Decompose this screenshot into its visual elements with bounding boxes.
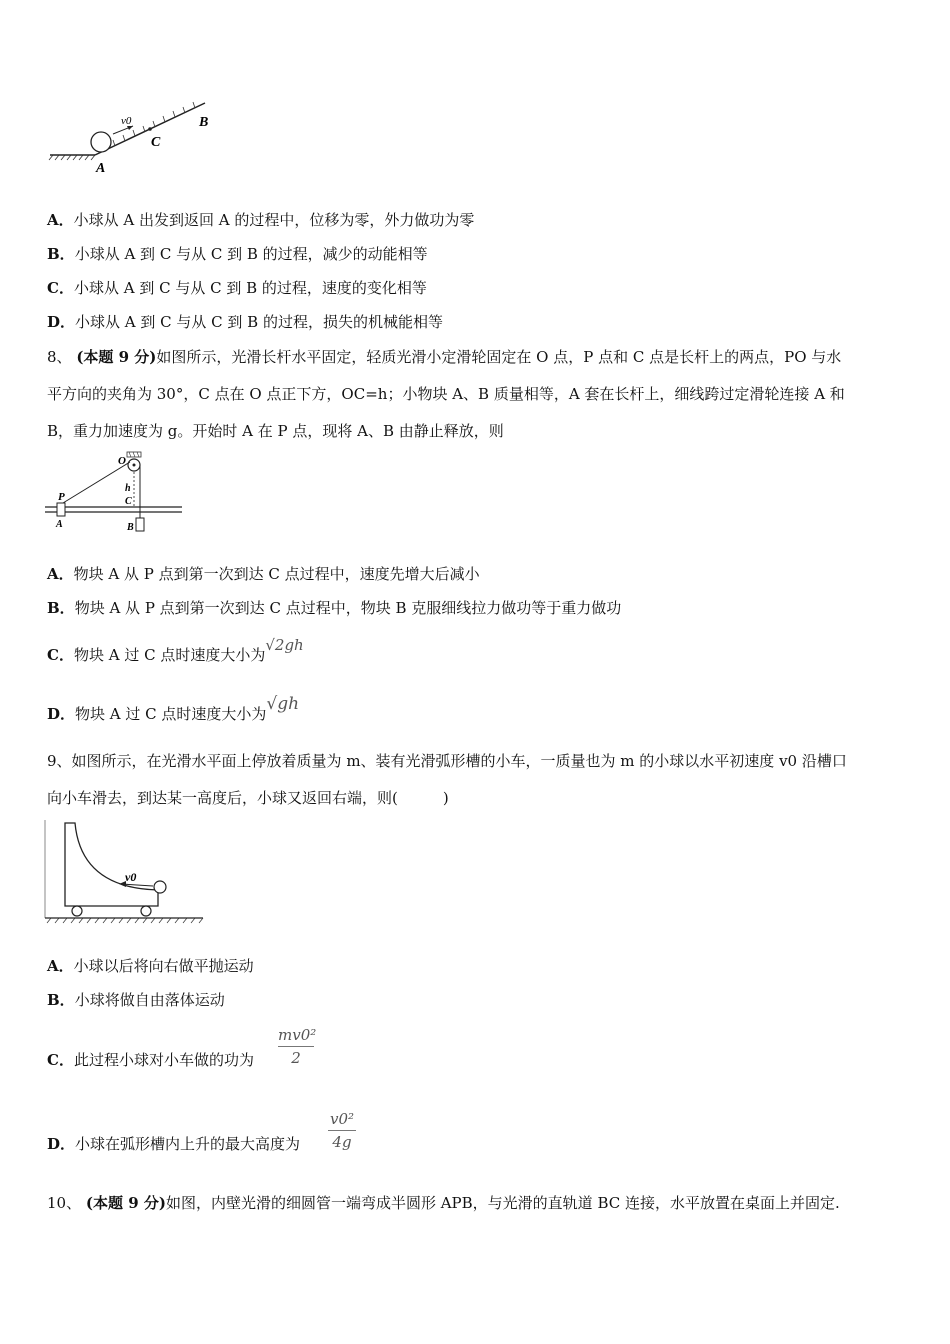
q10-stem-line1: 10、 (本题 9 分)如图，内壁光滑的细圆管一端弯成半圆形 APB，与光滑的直轨道 BC 连接，水平放置在桌面上并固定.: [47, 1194, 840, 1212]
q8-stem-line1: 8、 (本题 9 分)如图所示，光滑长杆水平固定，轻质光滑小定滑轮固定在 O 点，P 点和 C 点是长杆上的两点，PO 与水: [47, 348, 842, 366]
fraction-denominator: 4g: [332, 1133, 352, 1151]
q8-option-d: D．物块 A 过 C 点时速度大小为√gh: [47, 694, 300, 723]
label-c: C: [125, 496, 132, 507]
q7-option-c: C．小球从 A 到 C 与从 C 到 B 的过程，速度的变化相等: [47, 279, 427, 297]
label-p: P: [58, 491, 65, 503]
incline-figure: [45, 100, 220, 180]
pulley-figure: [45, 450, 190, 540]
fraction-v0sq-over-4g: [328, 1108, 356, 1153]
q9-option-b: B．小球将做自由落体运动: [47, 991, 225, 1009]
label-b: B: [127, 522, 134, 533]
q9-option-c: C．此过程小球对小车做的功为: [47, 1051, 254, 1069]
label-b: B: [199, 115, 209, 130]
label-v0: v0: [125, 870, 137, 884]
q8-option-a: A．物块 A 从 P 点到第一次到达 C 点过程中，速度先增大后减小: [47, 565, 480, 583]
q9-option-d: D．小球在弧形槽内上升的最大高度为: [47, 1135, 301, 1153]
q8-option-c: C．物块 A 过 C 点时速度大小为√2gh: [47, 636, 304, 664]
fraction-denominator: 2: [291, 1049, 301, 1067]
label-a: A: [96, 161, 106, 176]
label-a: A: [56, 519, 63, 530]
q7-option-b: B．小球从 A 到 C 与从 C 到 B 的过程，减少的动能相等: [47, 245, 428, 263]
fraction-numerator: mv0²: [278, 1024, 314, 1047]
q8-option-b: B．物块 A 从 P 点到第一次到达 C 点过程中，物块 B 克服细线拉力做功等于重力做功: [47, 599, 622, 617]
cart-figure: [43, 818, 208, 928]
q9-option-a: A．小球以后将向右做平抛运动: [47, 957, 254, 975]
q9-stem-line1: 9、如图所示，在光滑水平面上停放着质量为 m、装有光滑弧形槽的小车，一质量也为 m 的小球以水平初速度 v0 沿槽口: [47, 752, 847, 770]
q7-option-a: A．小球从 A 出发到返回 A 的过程中，位移为零，外力做功为零: [47, 211, 475, 229]
q9-stem-line2: 向小车滑去，到达某一高度后，小球又返回右端，则( ): [47, 789, 449, 807]
q8-stem-line2: 平方向的夹角为 30°，C 点在 O 点正下方，OC=h；小物块 A、B 质量相等，A 套在长杆上，细线跨过定滑轮连接 A 和: [47, 385, 845, 403]
q7-option-d: D．小球从 A 到 C 与从 C 到 B 的过程，损失的机械能相等: [47, 313, 443, 331]
label-h: h: [125, 483, 131, 494]
fraction-numerator: v0²: [328, 1108, 356, 1131]
label-o: O: [118, 455, 126, 467]
label-c: C: [151, 135, 161, 150]
math-sqrt-gh: √gh: [266, 694, 300, 714]
label-v0: v0: [121, 115, 132, 127]
fraction-mv0sq-over-2: [278, 1024, 317, 1069]
q8-stem-line3: B，重力加速度为 g。开始时 A 在 P 点，现将 A、B 由静止释放，则: [47, 422, 504, 440]
math-sqrt-2gh: √2gh: [265, 636, 304, 654]
